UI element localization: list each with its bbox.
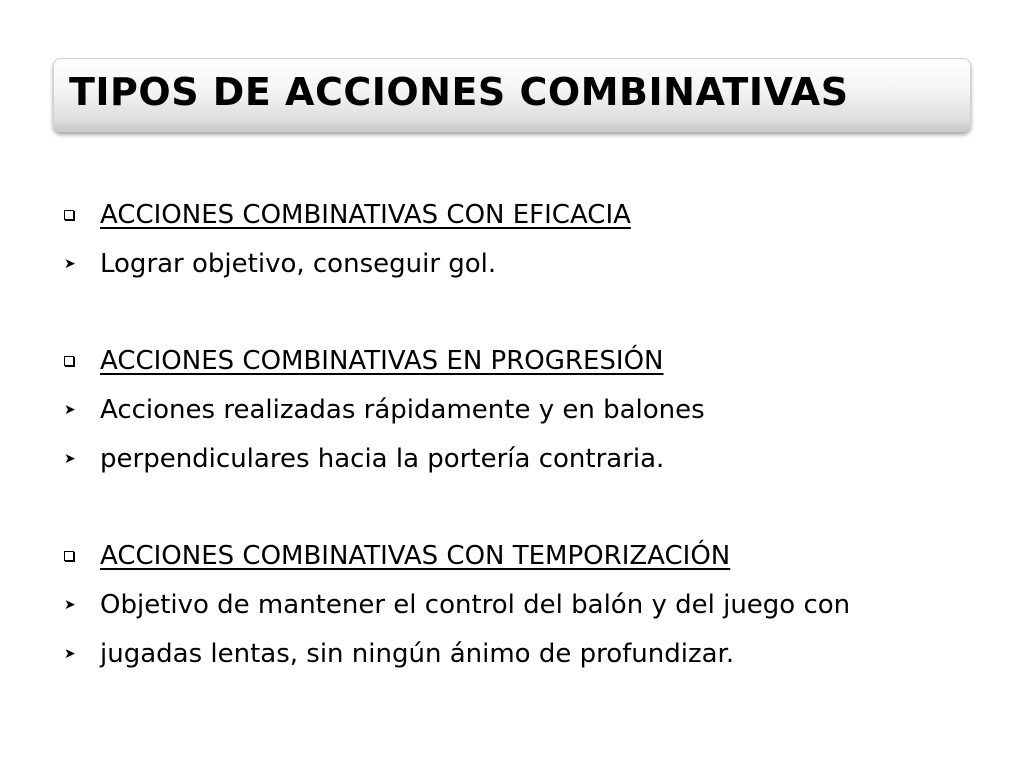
list-item	[60, 580, 980, 629]
section-heading-row	[60, 190, 980, 239]
square-bullet-icon	[64, 356, 74, 366]
arrow-bullet-icon: ➤	[64, 255, 76, 272]
arrow-bullet-icon: ➤	[64, 401, 76, 418]
slide-content	[60, 190, 980, 678]
list-item-text: perpendiculares hacia la portería contraria.	[100, 443, 665, 474]
square-bullet-icon	[64, 210, 74, 220]
section-heading: ACCIONES COMBINATIVAS CON EFICACIA	[100, 199, 631, 230]
slide-title: TIPOS DE ACCIONES COMBINATIVAS	[69, 70, 849, 114]
square-bullet-icon	[64, 551, 74, 561]
section-heading-row	[60, 531, 980, 580]
section-heading-row	[60, 336, 980, 385]
list-item-text: Acciones realizadas rápidamente y en balones	[100, 394, 705, 425]
list-item-text: Objetivo de mantener el control del balón y del juego con	[100, 589, 851, 620]
arrow-bullet-icon: ➤	[64, 450, 76, 467]
section-heading: ACCIONES COMBINATIVAS CON TEMPORIZACIÓN	[100, 540, 731, 571]
list-item-text: Lograr objetivo, conseguir gol.	[100, 248, 497, 279]
arrow-bullet-icon: ➤	[64, 596, 76, 613]
list-item	[60, 385, 980, 434]
list-item	[60, 434, 980, 483]
list-item	[60, 629, 980, 678]
list-item	[60, 239, 980, 288]
section-heading: ACCIONES COMBINATIVAS EN PROGRESIÓN	[100, 345, 664, 376]
arrow-bullet-icon: ➤	[64, 645, 76, 662]
title-bar	[53, 58, 971, 132]
list-item-text: jugadas lentas, sin ningún ánimo de profundizar.	[100, 638, 735, 669]
